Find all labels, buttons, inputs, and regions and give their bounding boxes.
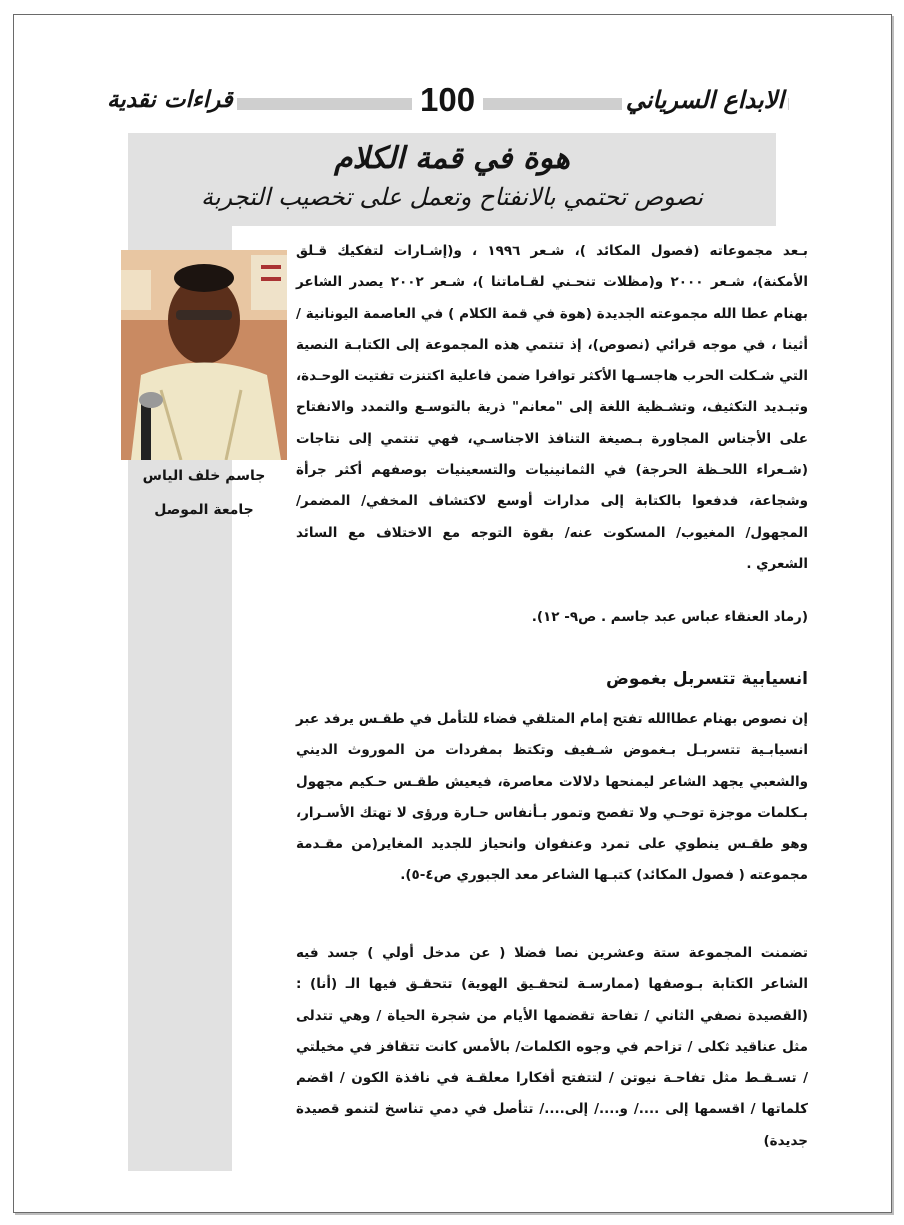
article-title: هوة في قمة الكلام [333, 141, 570, 176]
paragraph-body-1: إن نصوص بهنام عطاالله تفتح إمام المتلقي فضاء للتأمل في طقـس يرفد عبر انسيابـية تتسربـل بـغموض شـفيف وتكتظ بمفردات من الموروث الديني والشعبي يجهد الشاعر ليمنحها دلالات معاصرة، فيعيش طقـس حـكيم مجهول بـكلمات موجزة توحـي ولا تفصح وتمور بـأنفاس حـارة ورؤى لا تهتك الأسـرار، وهو طقـس ينطوي على تمرد وعنفوان وانحياز للجديد المغاير(من مقـدمة مجموعته ( فصول المكائد) كتبـها الشاعر معد الجبوري ص٤-٥). [296, 711, 808, 884]
section-name: قراءات نقدية [103, 84, 237, 116]
author-photo [121, 250, 287, 460]
section-heading: انسيابية تتسربل بغموض [606, 669, 808, 689]
author-portrait-image [121, 250, 287, 460]
article-subtitle: نصوص تحتمي بالانفتاح وتعمل على تخصيب التجربة [201, 183, 703, 211]
paragraph-body-2: تضمنت المجموعة ستة وعشرين نصا فضلا ( عن مدخل أولي ) جسد فيه الشاعر الكتابة بـوصفها (ممارسـة لتحقـيق الهوية) تتحقـق فيها الـ (أنا) :(القصيدة نصفي الثاني / تفاحة تقضمها الأيام من شجرة الحياة / وهي تتدلى مثل عناقيد ثكلى / تزاحم في وجوه الكلمات/ بالأمس كانت تتقافز في مخيلتي / تسـقـط مثل تفاحـة نيوتن / لتتفتح أفكارا معلقـة في نافذة الكون / اقضم كلماتها / اقسمها إلى ..../ و..../ إلى..../ تتأصل في دمي تناسخ لتنمو قصيدة جديدة) [296, 945, 808, 1149]
author-affiliation: جامعة الموصل [154, 502, 254, 518]
paragraph-intro: بـعد مجموعاته (فصول المكائد )، شـعر ١٩٩٦ ، و(إشـارات لتفكيك قـلق الأمكنة)، شـعر ٢٠٠٠ و(مظلات تنحـني لقـاماتنا )، شـعر ٢٠٠٢ يصدر الشاعر بهنام عطا الله مجموعته الجديدة (هوة في قمة الكلام ) في العاصمة اليونانية / أثينا ، في موجه قرائي (نصوص)، إذ تنتمي هذه المجموعة إلى الكتابـة النصية التي شـكلت الحرب هاجسـها الأكثر توافرا ضمن فاعلية اكتنزت تفتيت الوحـدة، وتبـديد التكثيف، وتشـظية اللغة إلى "معانم" ذرية بالتوسـع والتمدد والانفتاح على الأجناس المجاورة بـصيغة التنافذ الاجناسـي، فهي تنتمي إلى نتاجات (شـعراء اللحـظة الحرجة) في الثمانينيات والتسعينيات بوصفهم أكثر جرأة وشجاعة، فدفعوا بالكتابة إلى مدارات أوسع لاكتشاف المخفي/ المضمر/ المجهول/ المغيوب/ المسكوت عنه/ بقوة التوجه مع الاختلاف مع السائد الشعري . [296, 243, 809, 572]
author-name: جاسم خلف الياس [142, 468, 266, 484]
page-number: 100 [412, 80, 483, 120]
citation: (رماد العنقاء عباس عبد جاسم . ص٩- ١٢). [531, 609, 808, 625]
magazine-name: الابداع السرياني [622, 84, 788, 116]
